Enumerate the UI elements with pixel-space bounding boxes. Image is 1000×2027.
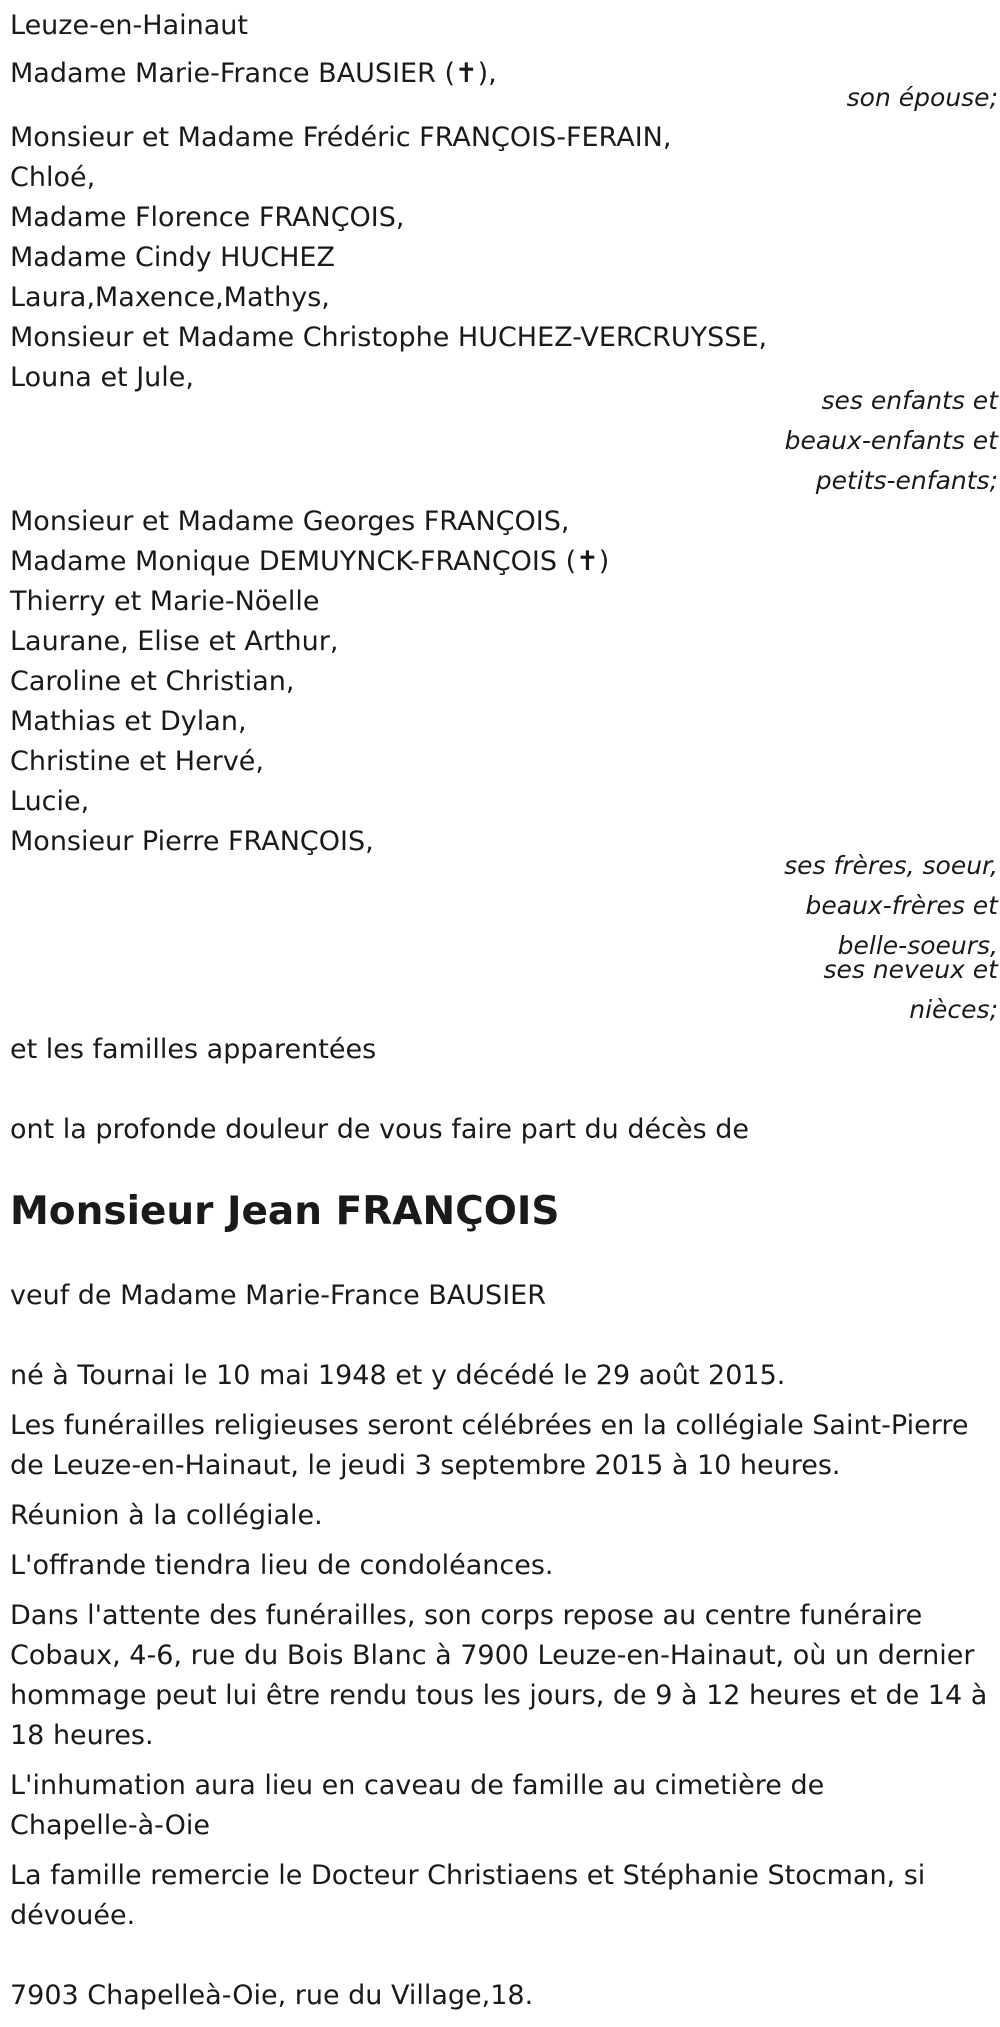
viewing-line: 18 heures. [10, 1720, 154, 1751]
nephews-relation: ses neveux et [823, 955, 998, 984]
funeral-line: de Leuze-en-Hainaut, le jeudi 3 septembre 2015 à 10 heures. [10, 1450, 841, 1481]
meeting-line: Réunion à la collégiale. [10, 1500, 323, 1531]
children-line: Madame Florence FRANÇOIS, [10, 202, 405, 233]
siblings-line: Caroline et Christian, [10, 666, 295, 697]
siblings-line: Lucie, [10, 786, 90, 817]
siblings-line: Madame Monique DEMUYNCK-FRANÇOIS (✝) [10, 546, 610, 577]
siblings-line: Monsieur et Madame Georges FRANÇOIS, [10, 506, 570, 537]
children-relation: petits-enfants; [815, 466, 998, 495]
thanks-line: La famille remercie le Docteur Christiaens et Stéphanie Stocman, si [10, 1860, 926, 1891]
siblings-relation: ses frères, soeur, [784, 851, 998, 880]
viewing-line: hommage peut lui être rendu tous les jours, de 9 à 12 heures et de 14 à [10, 1680, 988, 1711]
siblings-line: Thierry et Marie-Nöelle [10, 586, 320, 617]
children-line: Louna et Jule, [10, 362, 194, 393]
location: Leuze-en-Hainaut [10, 10, 248, 41]
children-relation: beaux-enfants et [784, 426, 998, 455]
siblings-line: Monsieur Pierre FRANÇOIS, [10, 826, 374, 857]
address: 7903 Chapelleà-Oie, rue du Village,18. [10, 1980, 534, 2011]
funeral-line: Les funérailles religieuses seront célébrées en la collégiale Saint-Pierre [10, 1410, 969, 1441]
siblings-line: Laurane, Elise et Arthur, [10, 626, 339, 657]
announcement: ont la profonde douleur de vous faire part du décès de [10, 1114, 749, 1145]
children-line: Madame Cindy HUCHEZ [10, 242, 335, 273]
families-line: et les familles apparentées [10, 1034, 377, 1065]
widower-line: veuf de Madame Marie-France BAUSIER [10, 1280, 546, 1311]
children-line: Laura,Maxence,Mathys, [10, 282, 330, 313]
burial-line: L'inhumation aura lieu en caveau de famille au cimetière de [10, 1770, 825, 1801]
siblings-relation: belle-soeurs, [837, 931, 998, 960]
siblings-line: Mathias et Dylan, [10, 706, 247, 737]
children-line: Monsieur et Madame Frédéric FRANÇOIS-FERAIN, [10, 122, 672, 153]
siblings-relation: beaux-frères et [805, 891, 998, 920]
birth-death: né à Tournai le 10 mai 1948 et y décédé le 29 août 2015. [10, 1360, 786, 1391]
burial-line: Chapelle-à-Oie [10, 1810, 211, 1841]
deceased-name: Monsieur Jean FRANÇOIS [10, 1189, 560, 1234]
children-line: Monsieur et Madame Christophe HUCHEZ-VERCRUYSSE, [10, 322, 768, 353]
offering-line: L'offrande tiendra lieu de condoléances. [10, 1550, 554, 1581]
viewing-line: Dans l'attente des funérailles, son corps repose au centre funéraire [10, 1600, 923, 1631]
children-relation: ses enfants et [821, 386, 998, 415]
spouse-relation: son épouse; [846, 83, 998, 112]
spouse-line: Madame Marie-France BAUSIER (✝), [10, 58, 497, 89]
siblings-line: Christine et Hervé, [10, 746, 264, 777]
nephews-relation: nièces; [909, 995, 998, 1024]
thanks-line: dévouée. [10, 1900, 136, 1931]
children-line: Chloé, [10, 162, 96, 193]
viewing-line: Cobaux, 4-6, rue du Bois Blanc à 7900 Leuze-en-Hainaut, où un dernier [10, 1640, 975, 1671]
